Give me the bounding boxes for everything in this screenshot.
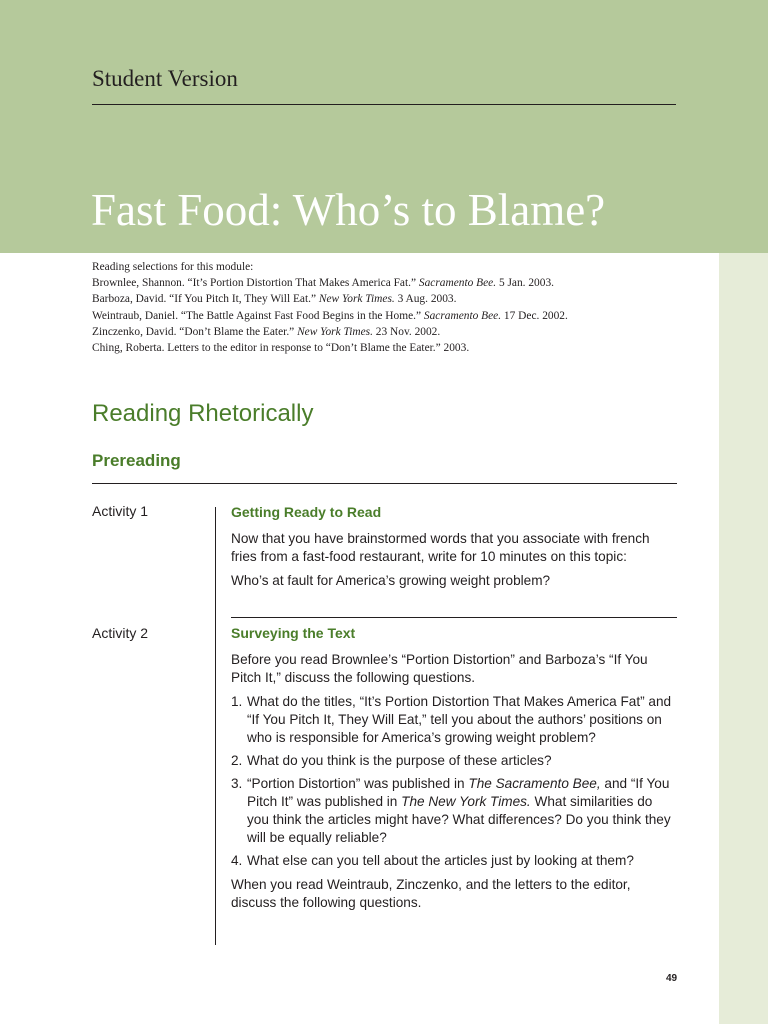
section-rule	[92, 483, 677, 484]
reading-citation: Barboza, David. “If You Pitch It, They Will Eat.” New York Times. 3 Aug. 2003.	[92, 293, 457, 306]
activity-1-question: Who’s at fault for America’s growing weight problem?	[231, 573, 551, 588]
section-heading: Reading Rhetorically	[92, 400, 314, 427]
header-rule	[92, 104, 676, 105]
subsection-heading: Prereading	[92, 451, 181, 470]
page-title: Fast Food: Who’s to Blame?	[91, 185, 606, 235]
activity-divider	[231, 617, 677, 618]
activity-2-title: Surveying the Text	[231, 625, 356, 641]
list-item: 1. What do the titles, “It’s Portion Distortion That Makes America Fat” and “If You Pitch It, They Will Eat,” tell you about the authors’ positions on who is responsible for America’s growing weight problem?	[231, 694, 672, 745]
activity-2-body	[231, 624, 677, 918]
version-label: Student Version	[92, 66, 238, 91]
list-item: 3. “Portion Distortion” was published in The Sacramento Bee, and “If You Pitch It” was published in The New York Times. What similarities do you think the articles might have? What differences? Do you think they will be equally reliable?	[231, 776, 671, 845]
question-list	[231, 693, 677, 870]
reading-citation: Weintraub, Daniel. “The Battle Against Fast Food Begins in the Home.” Sacramento Bee. 17 Dec. 2002.	[92, 309, 568, 322]
activity-2-outro: When you read Weintraub, Zinczenko, and the letters to the editor, discuss the following questions.	[231, 877, 631, 910]
activity-1-title: Getting Ready to Read	[231, 504, 382, 520]
activity-2-intro: Before you read Brownlee’s “Portion Distortion” and Barboza’s “If You Pitch It,” discuss the following questions.	[231, 652, 648, 685]
activity-1-paragraph: Now that you have brainstormed words that you associate with french fries from a fast-food restaurant, write for 10 minutes on this topic:	[231, 531, 650, 564]
reading-citation: Zinczenko, David. “Don’t Blame the Eater.” New York Times. 23 Nov. 2002.	[92, 325, 441, 338]
activity-column-divider	[215, 507, 216, 945]
reading-citation: Brownlee, Shannon. “It’s Portion Distortion That Makes America Fat.” Sacramento Bee. 5 Jan. 2003.	[92, 277, 554, 290]
readings-intro: Reading selections for this module:	[92, 261, 254, 273]
side-strip	[719, 253, 768, 1024]
activity-1-label: Activity 1	[92, 503, 149, 519]
reading-citation: Ching, Roberta. Letters to the editor in response to “Don’t Blame the Eater.” 2003.	[92, 342, 470, 355]
activity-1-body	[231, 503, 677, 596]
activity-2-label: Activity 2	[92, 625, 149, 641]
page-number: 49	[666, 973, 678, 984]
list-item: 2. What do you think is the purpose of these articles?	[231, 753, 552, 768]
list-item: 4. What else can you tell about the articles just by looking at them?	[231, 853, 634, 868]
reading-selections	[92, 259, 712, 356]
